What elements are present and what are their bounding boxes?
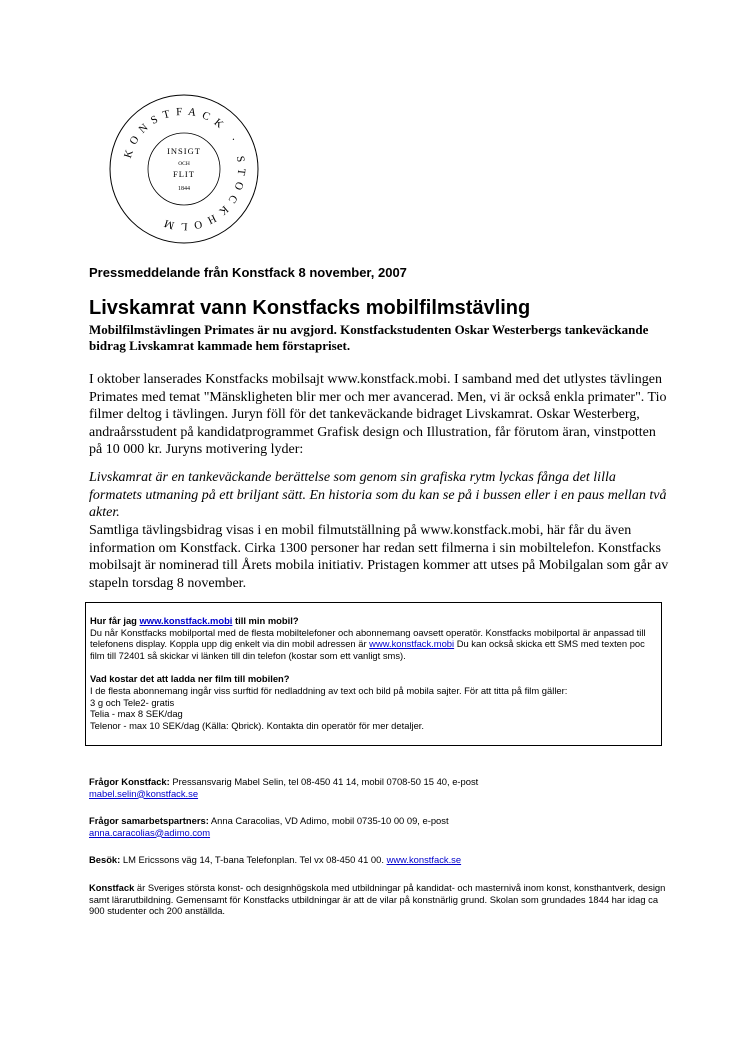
visit-info: Besök: LM Ericssons väg 14, T-bana Telefonplan. Tel vx 08-450 41 00. www.konstfack.se <box>89 854 462 865</box>
seal-motto-line3: FLIT <box>173 169 195 179</box>
headline: Livskamrat vann Konstfacks mobilfilmstävling <box>89 297 531 319</box>
konstfack-website-link[interactable]: www.konstfack.se <box>386 854 462 865</box>
faq-answer-2-line2: 3 g och Tele2- gratis <box>90 696 175 708</box>
deck: Mobilfilmstävlingen Primates är nu avgjord. Konstfackstudenten Oskar Westerbergs tankeväckande bidrag Livskamrat kammade hem förstapriset. <box>89 322 649 353</box>
seal-ring-text: KONSTFACK · STOCKHOLM <box>121 105 248 233</box>
mabel-email-link[interactable]: mabel.selin@konstfack.se <box>89 787 199 799</box>
contact-partners: Frågor samarbetspartners: Anna Caracolias, VD Adimo, mobil 0735-10 00 09, e-post anna.caracolias@adimo.com <box>89 815 449 838</box>
body-paragraph-1: I oktober lanserades Konstfacks mobilsajt www.konstfack.mobi. I samband med det utlystes tävlingen Primates med temat "Mänskligheten blir mer och mer avancerad. Men, vi är också enkla primater". Tio filmer deltog i tävlingen. Juryn föll för det tankeväckande bidraget Livskamrat. Oskar Westerberg, andraårsstudent på kandidatprogrammet Grafisk design och Illustration, får förutom äran, vinstpotten på 10 000 kr. Juryns motivering lyder: <box>89 372 667 457</box>
faq-box <box>85 602 662 746</box>
faq-question-1: Hur får jag www.konstfack.mobi till min mobil? <box>90 615 299 626</box>
faq-question-2: Vad kostar det att ladda ner film till mobilen? <box>90 673 290 685</box>
seal-year: 1844 <box>178 186 190 192</box>
faq-answer-2-line1: I de flesta abonnemang ingår viss surftid för nedladdning av text och bild på mobila sajter. För att titta på film gäller: <box>90 684 568 696</box>
anna-email-link[interactable]: anna.caracolias@adimo.com <box>89 826 211 838</box>
konstfack-seal-logo <box>108 93 260 245</box>
contact-konstfack: Frågor Konstfack: Pressansvarig Mabel Selin, tel 08-450 41 14, mobil 0708-50 15 40, e-post mabel.selin@konstfack.se <box>89 776 479 799</box>
faq-answer-2-line3: Telia - max 8 SEK/dag <box>90 708 183 720</box>
jury-quote: Livskamrat är en tankeväckande berättelse som genom sin grafiska rytm lyckas fånga det lilla formatets utmaning på ett briljant sätt. En historia som du kan se på i bussen eller i en paus mellan två akter. <box>89 470 667 520</box>
press-release-kicker: Pressmeddelande från Konstfack 8 november, 2007 <box>89 265 407 280</box>
seal-motto-line1: INSIGT <box>167 146 201 156</box>
body-paragraph-3: Samtliga tävlingsbidrag visas i en mobil filmutställning på www.konstfack.mobi, här får du även information om Konstfack. Cirka 1300 personer har redan sett filmerna i sin mobiltelefon. Konstfacks mobilsajt är nominerad till Årets mobila initiativ. Pristagen kommer att utses på Mobilgalan som går av stapeln torsdag 8 november. <box>89 523 669 591</box>
mobi-link[interactable]: www.konstfack.mobi <box>139 615 233 626</box>
seal-motto-line2: OCH <box>178 161 190 167</box>
about-konstfack: Konstfack är Sveriges största konst- och designhögskola med utbildningar på kandidat- och masternivå inom konst, konsthantverk, design samt lärarutbildning. Gemensamt för Konstfacks utbildningar är att de vilar på konstnärlig grund. Skolan som grundades 1844 har idag ca 900 studenter och 200 anställda. <box>89 882 666 917</box>
faq-answer-2-line4: Telenor - max 10 SEK/dag (Källa: Qbrick). Kontakta din operatör för mer detaljer. <box>90 719 425 731</box>
mobi-link-inline[interactable]: www.konstfack.mobi <box>369 638 455 650</box>
faq-answer-1: Du når Konstfacks mobilportal med de flesta mobiltelefoner och abonnemang oavsett operatör. Konstfacks mobilportal är anpassad till telefonens display. Koppla upp dig enkelt via din mobil adressen är www.konstfack.mobi Du kan också skicka ett SMS med texten poc film till 72401 så skickar vi länken till din telefon (kostar som ett vanligt sms). <box>90 626 646 661</box>
